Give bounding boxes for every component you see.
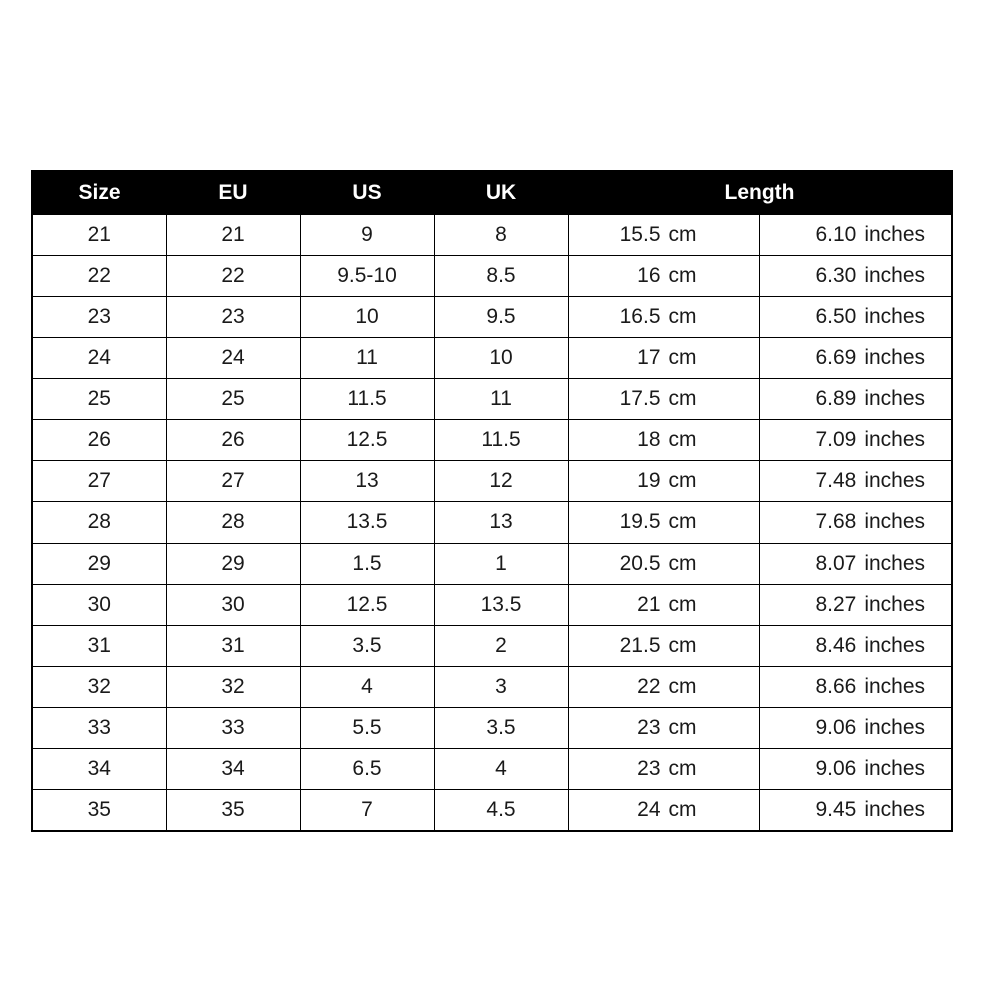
length-inches-value: 9.45 (815, 797, 857, 821)
cell-us: 6.5 (300, 748, 434, 789)
cell-size: 34 (32, 748, 166, 789)
length-cm-value: 22 (637, 674, 661, 698)
length-cm-unit: cm (668, 756, 697, 780)
cell-eu: 34 (166, 748, 300, 789)
cell-eu: 23 (166, 297, 300, 338)
cell-eu: 31 (166, 625, 300, 666)
cell-eu: 21 (166, 215, 300, 256)
length-cm-unit: cm (668, 428, 697, 452)
cell-eu: 30 (166, 584, 300, 625)
cell-size: 27 (32, 461, 166, 502)
length-inches-value: 7.09 (815, 428, 857, 452)
cell-length-inches (759, 789, 952, 831)
cell-uk: 3.5 (434, 707, 568, 748)
length-cm-unit: cm (668, 674, 697, 698)
table-header (32, 171, 952, 215)
cell-us: 9.5-10 (300, 256, 434, 297)
length-inches-unit: inches (864, 387, 926, 411)
length-cm-value: 16 (637, 264, 661, 288)
cell-eu: 32 (166, 666, 300, 707)
cell-uk: 9.5 (434, 297, 568, 338)
cell-length-inches (759, 215, 952, 256)
cell-us: 13.5 (300, 502, 434, 543)
length-inches-unit: inches (864, 510, 926, 534)
cell-size: 31 (32, 625, 166, 666)
cell-length-inches (759, 420, 952, 461)
table-row (32, 543, 952, 584)
cell-length-cm (568, 666, 759, 707)
cell-length-inches (759, 379, 952, 420)
length-cm-unit: cm (668, 387, 697, 411)
table-row (32, 461, 952, 502)
table-row (32, 215, 952, 256)
cell-uk: 11.5 (434, 420, 568, 461)
cell-size: 35 (32, 789, 166, 831)
cell-size: 24 (32, 338, 166, 379)
length-inches-unit: inches (864, 346, 926, 370)
cell-us: 12.5 (300, 584, 434, 625)
length-cm-value: 24 (637, 797, 661, 821)
length-cm-unit: cm (668, 715, 697, 739)
size-chart-table (31, 170, 953, 832)
cell-size: 30 (32, 584, 166, 625)
cell-size: 28 (32, 502, 166, 543)
cell-length-cm (568, 461, 759, 502)
table-row (32, 666, 952, 707)
header-size: Size (32, 171, 166, 215)
length-cm-unit: cm (668, 223, 697, 247)
cell-uk: 11 (434, 379, 568, 420)
length-cm-value: 19.5 (619, 510, 661, 534)
cell-length-inches (759, 584, 952, 625)
length-inches-unit: inches (864, 633, 926, 657)
length-cm-value: 15.5 (619, 223, 661, 247)
cell-us: 9 (300, 215, 434, 256)
cell-eu: 27 (166, 461, 300, 502)
cell-length-cm (568, 707, 759, 748)
cell-length-cm (568, 625, 759, 666)
header-us: US (300, 171, 434, 215)
cell-us: 10 (300, 297, 434, 338)
length-cm-value: 18 (637, 428, 661, 452)
cell-length-cm (568, 543, 759, 584)
length-inches-unit: inches (864, 469, 926, 493)
cell-uk: 1 (434, 543, 568, 584)
length-cm-unit: cm (668, 469, 697, 493)
table-body (32, 215, 952, 832)
table-row (32, 420, 952, 461)
length-inches-unit: inches (864, 551, 926, 575)
cell-uk: 12 (434, 461, 568, 502)
length-inches-value: 6.69 (815, 346, 857, 370)
length-cm-unit: cm (668, 264, 697, 288)
length-inches-value: 8.27 (815, 592, 857, 616)
length-inches-unit: inches (864, 715, 926, 739)
cell-eu: 28 (166, 502, 300, 543)
cell-uk: 8.5 (434, 256, 568, 297)
cell-length-inches (759, 625, 952, 666)
cell-length-cm (568, 748, 759, 789)
table-row (32, 502, 952, 543)
table-row (32, 707, 952, 748)
cell-eu: 22 (166, 256, 300, 297)
cell-size: 25 (32, 379, 166, 420)
length-cm-value: 20.5 (619, 551, 661, 575)
cell-length-cm (568, 502, 759, 543)
cell-length-cm (568, 297, 759, 338)
table-row (32, 789, 952, 831)
length-inches-unit: inches (864, 756, 926, 780)
cell-length-inches (759, 297, 952, 338)
length-cm-unit: cm (668, 797, 697, 821)
cell-length-inches (759, 543, 952, 584)
header-row (32, 171, 952, 215)
length-inches-unit: inches (864, 674, 926, 698)
length-cm-value: 17 (637, 346, 661, 370)
cell-us: 4 (300, 666, 434, 707)
cell-length-inches (759, 707, 952, 748)
length-inches-unit: inches (864, 797, 926, 821)
cell-size: 21 (32, 215, 166, 256)
cell-us: 3.5 (300, 625, 434, 666)
length-inches-value: 7.68 (815, 510, 857, 534)
cell-uk: 10 (434, 338, 568, 379)
cell-length-cm (568, 256, 759, 297)
cell-uk: 8 (434, 215, 568, 256)
cell-us: 11.5 (300, 379, 434, 420)
length-cm-value: 23 (637, 756, 661, 780)
table-row (32, 625, 952, 666)
length-inches-unit: inches (864, 305, 926, 329)
length-inches-unit: inches (864, 428, 926, 452)
cell-us: 12.5 (300, 420, 434, 461)
length-inches-unit: inches (864, 264, 926, 288)
length-cm-value: 16.5 (619, 305, 661, 329)
length-cm-unit: cm (668, 633, 697, 657)
cell-us: 13 (300, 461, 434, 502)
cell-length-cm (568, 338, 759, 379)
cell-us: 1.5 (300, 543, 434, 584)
cell-size: 26 (32, 420, 166, 461)
cell-eu: 35 (166, 789, 300, 831)
cell-uk: 3 (434, 666, 568, 707)
length-cm-value: 23 (637, 715, 661, 739)
cell-uk: 2 (434, 625, 568, 666)
table-row (32, 338, 952, 379)
length-inches-value: 8.66 (815, 674, 857, 698)
length-cm-unit: cm (668, 551, 697, 575)
length-inches-value: 6.30 (815, 264, 857, 288)
cell-size: 29 (32, 543, 166, 584)
cell-size: 32 (32, 666, 166, 707)
cell-uk: 4.5 (434, 789, 568, 831)
cell-eu: 25 (166, 379, 300, 420)
table-row (32, 748, 952, 789)
header-eu: EU (166, 171, 300, 215)
cell-size: 33 (32, 707, 166, 748)
table-row (32, 256, 952, 297)
table-row (32, 379, 952, 420)
cell-length-inches (759, 338, 952, 379)
cell-length-cm (568, 789, 759, 831)
cell-us: 5.5 (300, 707, 434, 748)
length-inches-value: 9.06 (815, 715, 857, 739)
length-inches-value: 8.07 (815, 551, 857, 575)
length-inches-value: 7.48 (815, 469, 857, 493)
length-inches-value: 9.06 (815, 756, 857, 780)
header-uk: UK (434, 171, 568, 215)
length-cm-value: 19 (637, 469, 661, 493)
cell-eu: 33 (166, 707, 300, 748)
cell-uk: 13.5 (434, 584, 568, 625)
cell-uk: 13 (434, 502, 568, 543)
length-cm-value: 21 (637, 592, 661, 616)
cell-size: 23 (32, 297, 166, 338)
cell-us: 7 (300, 789, 434, 831)
cell-length-inches (759, 502, 952, 543)
cell-eu: 29 (166, 543, 300, 584)
length-inches-value: 6.10 (815, 223, 857, 247)
length-inches-value: 8.46 (815, 633, 857, 657)
length-inches-value: 6.50 (815, 305, 857, 329)
table-row (32, 297, 952, 338)
length-cm-value: 21.5 (619, 633, 661, 657)
cell-length-cm (568, 584, 759, 625)
length-cm-unit: cm (668, 305, 697, 329)
length-inches-unit: inches (864, 223, 926, 247)
cell-length-cm (568, 215, 759, 256)
cell-length-inches (759, 748, 952, 789)
header-length: Length (568, 171, 952, 215)
length-cm-unit: cm (668, 592, 697, 616)
cell-length-cm (568, 379, 759, 420)
cell-length-cm (568, 420, 759, 461)
length-cm-unit: cm (668, 346, 697, 370)
cell-uk: 4 (434, 748, 568, 789)
length-inches-unit: inches (864, 592, 926, 616)
table-row (32, 584, 952, 625)
cell-eu: 26 (166, 420, 300, 461)
cell-us: 11 (300, 338, 434, 379)
length-cm-unit: cm (668, 510, 697, 534)
cell-length-inches (759, 666, 952, 707)
cell-size: 22 (32, 256, 166, 297)
length-inches-value: 6.89 (815, 387, 857, 411)
cell-length-inches (759, 461, 952, 502)
length-cm-value: 17.5 (619, 387, 661, 411)
cell-eu: 24 (166, 338, 300, 379)
cell-length-inches (759, 256, 952, 297)
